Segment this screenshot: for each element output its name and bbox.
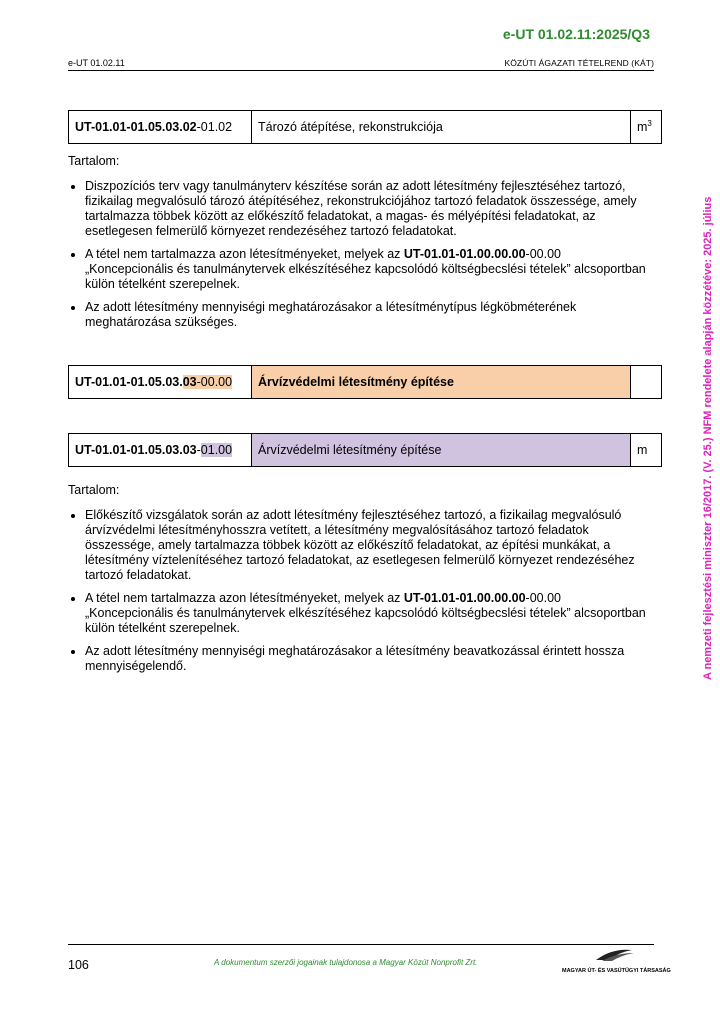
document-code: e-UT 01.02.11:2025/Q3 — [502, 26, 650, 42]
content-label: Tartalom: — [68, 483, 120, 497]
group-code: UT-01.01-01.05.03.03-00.00 — [69, 366, 252, 399]
group-title: Árvízvédelmi létesítmény építése — [252, 366, 631, 399]
item-unit: m — [631, 434, 662, 467]
list-item: • Diszpozíciós terv vagy tanulmányterv készítése során az adott létesítmény fejlesztéséhez tartozó, fizikailag megvalósuló tározó átépítéséhez, rekonstrukciójához tartozó feladatok összessége, amely tartalmazza többek között az előkészítő feladatokat, a magas- és mélyépítési feladatokat, az esetlegesen felmerülő környezet rendezéséhez tartozó feladatokat. — [85, 179, 648, 239]
list-item: • Előkészítő vizsgálatok során az adott létesítmény fejlesztéséhez tartozó, a fizikailag megvalósuló árvízvédelmi létesítményhosszra vetített, a létesítmény megvalósításához tartozó feladatok összessége, amely tartalmazza többek között az előkészítő feladatokat, az építési munkákat, a létesítmény víztelenítéséhez tartozó feladatokat, az esetlegesen felmerülő környezet rendezéséhez tartozó feladatokat. — [85, 508, 648, 583]
item-table-2 — [68, 433, 662, 467]
item-code: UT-01.01-01.05.03.03-01.00 — [69, 434, 252, 467]
header-divider — [68, 70, 654, 71]
item-2-content — [68, 483, 648, 682]
list-item: • Az adott létesítmény mennyiségi meghatározásakor a létesítménytípus légköbméterének meghatározása szükséges. — [85, 300, 648, 330]
item-code: UT-01.01-01.05.03.02-01.02 — [69, 111, 252, 144]
item-title: Árvízvédelmi létesítmény építése — [252, 434, 631, 467]
item-title: Tározó átépítése, rekonstrukciója — [252, 111, 631, 144]
footer-divider — [68, 944, 654, 945]
header-right: KÖZÚTI ÁGAZATI TÉTELREND (KÁT) — [504, 58, 654, 68]
group-unit — [631, 366, 662, 399]
list-item: • Az adott létesítmény mennyiségi meghatározásakor a létesítmény beavatkozással érintett hossza mennyiségelendő. — [85, 644, 648, 674]
list-item: • A tétel nem tartalmazza azon létesítményeket, melyek az UT-01.01-01.00.00.00-00.00 „Koncepcionális és tanulmánytervek elkészítéséhez kapcsolódó költségbecslési tételek” alcsoportban külön tételként szerepelnek. — [85, 247, 648, 292]
content-label: Tartalom: — [68, 154, 120, 168]
group-table — [68, 365, 662, 399]
copyright-notice: A dokumentum szerzői jogainak tulajdonosa a Magyar Közút Nonprofit Zrt. — [214, 958, 478, 967]
page-number: 106 — [68, 958, 89, 972]
side-publication-note: A nemzeti fejlesztési miniszter 16/2017. (V. 25.) NFM rendelete alapján közzétéve: 2025. július — [702, 196, 714, 680]
item-unit: $m^3$ — [631, 111, 662, 144]
item-table-1 — [68, 110, 662, 144]
item-1-content — [68, 154, 648, 338]
logo-swoosh-icon — [562, 946, 656, 964]
header-left: e-UT 01.02.11 — [68, 58, 125, 68]
list-item: • A tétel nem tartalmazza azon létesítményeket, melyek az UT-01.01-01.00.00.00-00.00 „Koncepcionális és tanulmánytervek elkészítéséhez kapcsolódó költségbecslési tételek” alcsoportban külön tételként szerepelnek. — [85, 591, 648, 636]
society-logo — [562, 946, 671, 974]
logo-text: MAGYAR ÚT- ÉS VASÚTÜGYI TÁRSASÁG — [562, 968, 671, 974]
